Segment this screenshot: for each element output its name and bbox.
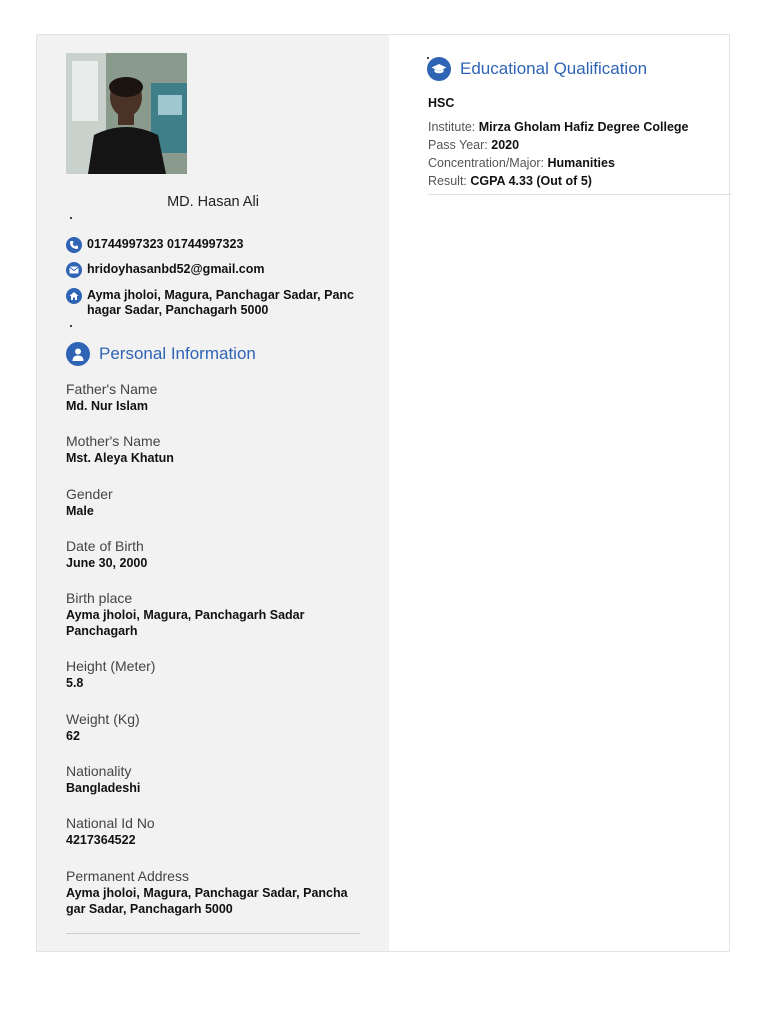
info-label: Permanent Address [66,868,189,884]
info-value: Bangladeshi [66,781,141,795]
info-label: Height (Meter) [66,658,156,674]
info-national-id [66,814,366,849]
info-value: June 30, 2000 [66,556,148,570]
info-value: Mst. Aleya Khatun [66,451,174,465]
info-fathers-name [66,380,366,415]
phone-icon [66,237,82,253]
info-date-of-birth [66,537,366,572]
address-text: Ayma jholoi, Magura, Panchagar Sadar, Panc hagar Sadar, Panchagarh 5000 [87,288,354,317]
education-title: Educational Qualification [460,59,648,78]
education-major [428,156,615,171]
profile-photo [66,53,187,174]
info-nationality [66,762,366,797]
info-label: Nationality [66,763,132,779]
separator-dot [70,217,72,219]
home-icon [66,288,82,304]
info-label: Birth place [66,590,133,606]
info-value: Ayma jholoi, Magura, Panchagarh Sadar Panchagarh [66,608,305,638]
info-weight [66,710,366,745]
info-value: 5.8 [66,676,84,690]
candidate-name: MD. Hasan Ali [167,194,259,210]
info-label: National Id No [66,815,155,831]
education-pass-year [428,138,519,153]
info-height [66,657,366,692]
info-label: Father's Name [66,381,158,397]
info-value: 4217364522 [66,833,136,847]
graduation-cap-icon [427,57,451,81]
resume-page [36,34,730,952]
email-icon [66,262,82,278]
education-heading [427,57,647,81]
personal-info-title: Personal Information [99,344,256,363]
phone-text: 01744997323 01744997323 [87,237,244,251]
info-label: Gender [66,486,113,502]
info-value: Md. Nur Islam [66,399,148,413]
personal-info-heading [66,342,256,366]
info-value: 62 [66,729,80,743]
contact-address [66,288,366,318]
divider [428,194,731,195]
info-gender [66,485,366,520]
info-value: Male [66,504,94,518]
info-mothers-name [66,432,366,467]
user-icon [66,342,90,366]
pass-year-value: 2020 [491,138,520,152]
separator-dot [70,325,72,327]
major-label: Concentration/Major: [428,156,545,170]
institute-value: Mirza Gholam Hafiz Degree College [478,120,689,134]
info-label: Mother's Name [66,433,161,449]
pass-year-label: Pass Year: [428,138,488,152]
info-birth-place [66,589,326,639]
info-label: Weight (Kg) [66,711,140,727]
institute-label: Institute: [428,120,476,134]
education-result [428,174,592,189]
info-label: Date of Birth [66,538,144,554]
education-institute [428,120,689,135]
result-label: Result: [428,174,467,188]
contact-phone [66,237,366,253]
education-level: HSC [428,96,455,110]
contact-email [66,262,366,278]
result-value: CGPA 4.33 (Out of 5) [470,174,592,188]
email-text: hridoyhasanbd52@gmail.com [87,262,265,276]
info-permanent-address [66,867,360,917]
sidebar [37,35,389,951]
major-value: Humanities [547,156,615,170]
info-value: Ayma jholoi, Magura, Panchagar Sadar, Pancha gar Sadar, Panchagarh 5000 [66,886,348,916]
divider [66,933,360,934]
